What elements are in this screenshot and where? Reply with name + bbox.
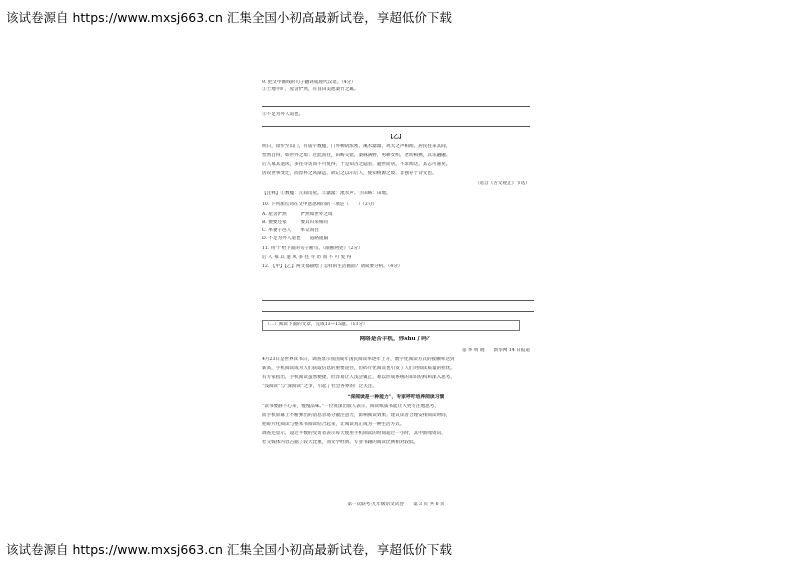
- article-line: 而手机屏幕上不断弹出的消息容易分散注意力，影响阅读效果。建议读者合理安排阅读时间，: [262, 413, 451, 418]
- answer-line: [262, 126, 530, 127]
- passage-title: 【乙】: [387, 134, 405, 140]
- article-line: 社交媒体内容占据了较大比重，而文学经典、专业书籍的阅读比例相对较低。: [262, 440, 419, 445]
- source-banner-bottom: 该试卷源自 https://www.mxsj663.cn 汇集全国小初高最新试卷，享超低价下载: [6, 542, 452, 557]
- passage-source: （选自《古文观止》节选）: [474, 181, 530, 186]
- option-c: C. 率妻子邑人 率众而往: [262, 228, 319, 233]
- question-9: 9. 把文中画线的句子翻译成现代汉语。（4分）: [262, 80, 356, 85]
- question-11-text: 后 人 慕 其 遗 风 多 往 寻 访 而 不 可 复 得: [262, 255, 352, 260]
- source-banner-top: 该试卷源自 https://www.mxsj663.cn 汇集全国小初高最新试卷，享超低价下载: [6, 10, 452, 25]
- option-b: B. 便要还家 要其归来相问: [262, 220, 329, 225]
- passage-note: 【注释】①数楹：几间房屋。②潺潺：流水声。③田畴：田地。: [262, 191, 391, 196]
- option-d: D. 不足为外人道也 道路阻隔: [262, 236, 329, 241]
- page-footer: 第一次联考·九年级语文试卷 第 3 页 共 6 页: [347, 502, 445, 507]
- passage-line: 明日，徐步至山门，有庙宇数楹，门外柳阴浓密，溪水潺潺，鸡犬之声相闻，居民往来其间，: [262, 144, 451, 149]
- passage-line: 因叹世事变迁，而淳朴之风渐远，故记之以示后人，使知桃源之境，非独存于诗文也。: [262, 171, 437, 176]
- article-line: 4月23日是世界读书日，调查显示我国成年国民阅读率逐年上升，数字化阅读方式的接触率达到: [262, 357, 455, 362]
- passage-line: 怡然自得，如世外之境；过此而往，田畴交错，桑麻满野，男耕女织，老幼相携，其乐融融。: [262, 153, 451, 158]
- question-9-item-2: ②不足为外人道也。: [262, 112, 304, 117]
- article-line: 有专家指出，手机阅读虽然便捷，但容易让人浅尝辄止，难以形成系统的知识结构和深入思考。: [262, 375, 455, 380]
- exam-page: [262, 78, 534, 507]
- answer-line: [262, 106, 530, 107]
- passage-line: 后人慕其遗风，多往寻访而不可复得，于是知古之隐者，避世而居，不求闻达，其志可嘉矣。: [262, 162, 451, 167]
- article-line: 调查还显示，超过半数的受访者表示每天使用手机阅读的时间超过一小时，其中新闻资讯、: [262, 431, 446, 436]
- section-2-heading: （二）阅读下面的文章，完成13—15题。（13分）: [265, 322, 368, 327]
- question-12: 12. 【甲】【乙】两文都描绘了怎样的生活画面？请简要分析。（4分）: [262, 264, 403, 269]
- article-line: “读书要静下心来，慢慢品味。”一位资深出版人表示，阅读纸质书能让人更专注地思考，: [262, 404, 439, 409]
- question-11: 11. 用“/”给下面的句子断句。（限断两处）（2分）: [262, 246, 363, 251]
- article-line: 把碎片化阅读与整本书阅读结合起来，让阅读真正成为一种生活方式。: [262, 422, 405, 427]
- article-line: “浅阅读”与“深阅读”之争，引起了社会各界的广泛关注。: [262, 384, 378, 389]
- answer-line: [262, 311, 534, 312]
- question-9-item-1: ①土地平旷，屋舍俨然，有良田美池桑竹之属。: [262, 87, 359, 92]
- article-subheading: “深阅读是一种能力”，专家呼吁培养阅读习惯: [347, 394, 445, 400]
- article-byline: ◎ 李 明 晓 新华网 14 日报道: [462, 348, 530, 353]
- question-10: 10. 下列加点词在文中意思相同的一项是（ ）（2分）: [262, 202, 378, 207]
- option-a: A. 屋舍俨然 俨然如世外之境: [262, 212, 333, 217]
- article-line: 新高，手机阅读成为人们获取信息的重要途径，但碎片化阅读也引发了人们对阅读质量的担忧。: [262, 366, 455, 371]
- article-title: 网络是否手机，你shū了吗？: [359, 336, 433, 342]
- answer-line: [262, 300, 534, 301]
